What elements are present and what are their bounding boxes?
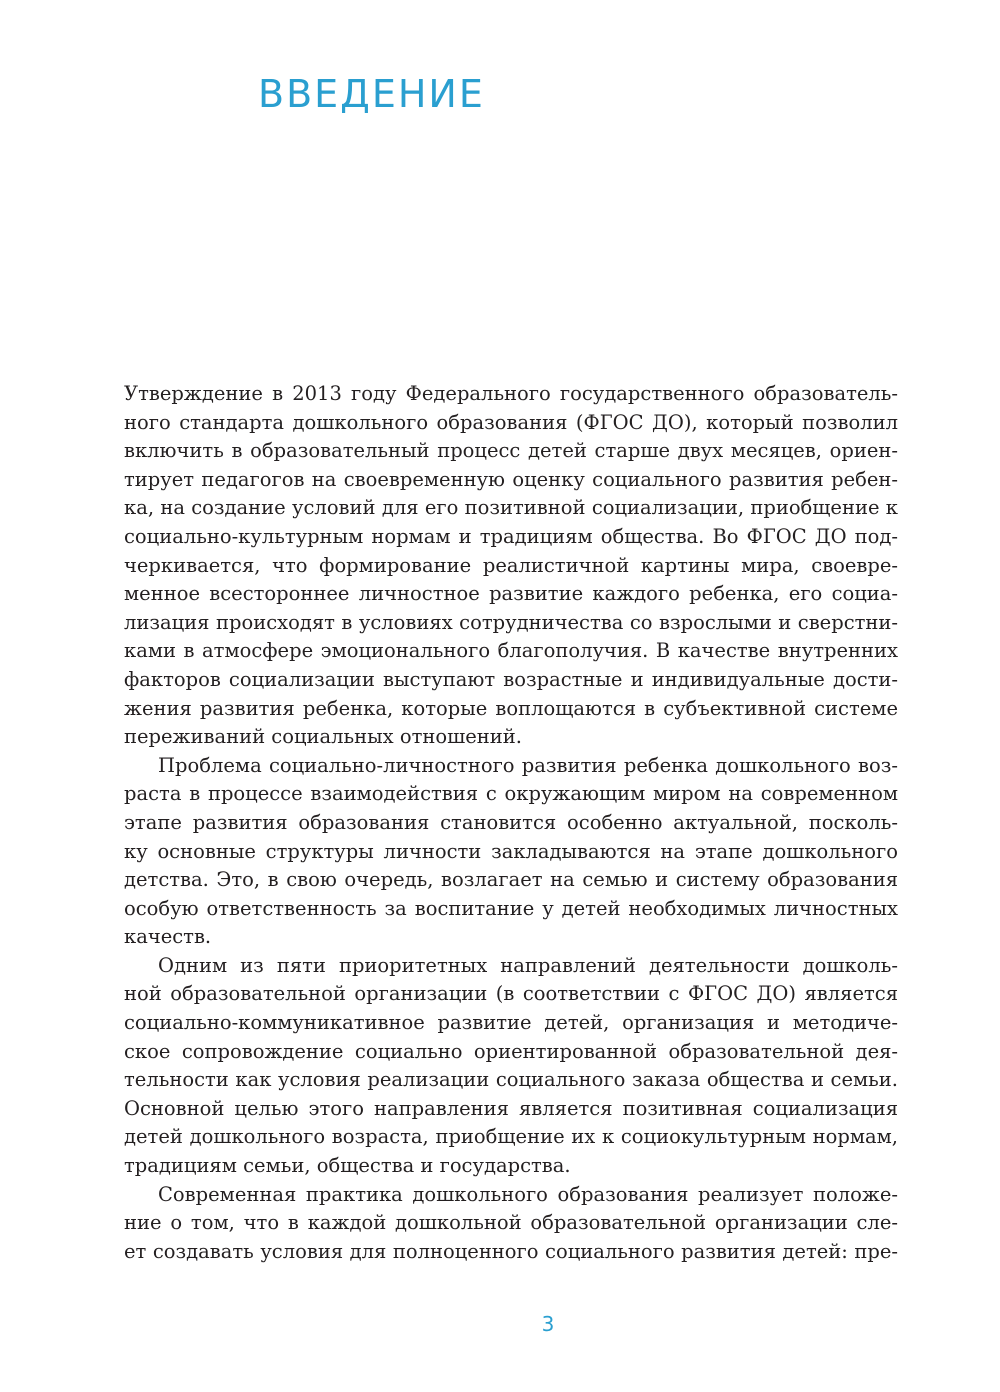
text-line: тирует педагогов на своевременную оценку социального развития ребен- — [124, 467, 898, 491]
text-line: включить в образовательный процесс детей старше двух месяцев, ориен- — [124, 439, 898, 463]
text-line: Основной целью этого направления является позитивная социализация — [124, 1096, 898, 1120]
text-line: традициям семьи, общества и государства. — [124, 1154, 571, 1178]
text-line: ного стандарта дошкольного образования (ФГОС ДО), который позволил — [124, 410, 898, 434]
paragraph — [124, 1181, 898, 1267]
text-line: раста в процессе взаимодействия с окружающим миром на современном — [124, 782, 898, 806]
text-line: факторов социализации выступают возрастные и индивидуальные дости- — [124, 667, 898, 691]
text-line: менное всестороннее личностное развитие каждого ребенка, его социа- — [124, 582, 898, 606]
page-title: ВВЕДЕНИЕ — [258, 72, 485, 116]
text-line: особую ответственность за воспитание у детей необходимых личностных — [124, 896, 898, 920]
text-line: жения развития ребенка, которые воплощаются в субъективной системе — [124, 696, 898, 720]
text-line: ское сопровождение социально ориентированной образовательной дея- — [124, 1039, 898, 1063]
text-line: черкивается, что формирование реалистичной картины мира, своевре- — [124, 553, 898, 577]
paragraph — [124, 380, 898, 752]
page-number: 3 — [541, 1312, 555, 1336]
text-line: лизация происходят в условиях сотрудничества со взрослыми и сверстни- — [124, 610, 898, 634]
text-line: ет создавать условия для полноценного социального развития детей: пре- — [124, 1239, 898, 1263]
text-line: переживаний социальных отношений. — [124, 725, 522, 749]
text-line: этапе развития образования становится особенно актуальной, посколь- — [124, 810, 898, 834]
text-line: детей дошкольного возраста, приобщение их к социокультурным нормам, — [124, 1125, 898, 1149]
text-line: Проблема социально-личностного развития ребенка дошкольного воз- — [158, 753, 898, 777]
text-line: ками в атмосфере эмоционального благополучия. В качестве внутренних — [124, 639, 898, 663]
text-line: тельности как условия реализации социального заказа общества и семьи. — [124, 1068, 898, 1092]
text-line: ка, на создание условий для его позитивной социализации, приобщение к — [124, 496, 898, 520]
text-line: ной образовательной организации (в соответствии с ФГОС ДО) является — [124, 982, 898, 1006]
body-text — [124, 380, 898, 1266]
text-line: Утверждение в 2013 году Федерального государственного образователь- — [124, 382, 898, 405]
text-line: ние о том, что в каждой дошкольной образовательной организации сле- — [124, 1211, 898, 1235]
text-line: качеств. — [124, 925, 212, 949]
text-line: социально-культурным нормам и традициям общества. Во ФГОС ДО под- — [124, 524, 898, 548]
text-line: социально-коммуникативное развитие детей, организация и методиче- — [124, 1011, 898, 1035]
text-line: Одним из пяти приоритетных направлений деятельности дошколь- — [158, 953, 898, 977]
paragraph — [124, 952, 898, 1181]
text-line: ку основные структуры личности закладываются на этапе дошкольного — [124, 839, 898, 863]
text-line: Современная практика дошкольного образования реализует положе- — [158, 1182, 898, 1206]
paragraph — [124, 752, 898, 952]
text-line: детства. Это, в свою очередь, возлагает на семью и систему образования — [124, 868, 898, 892]
